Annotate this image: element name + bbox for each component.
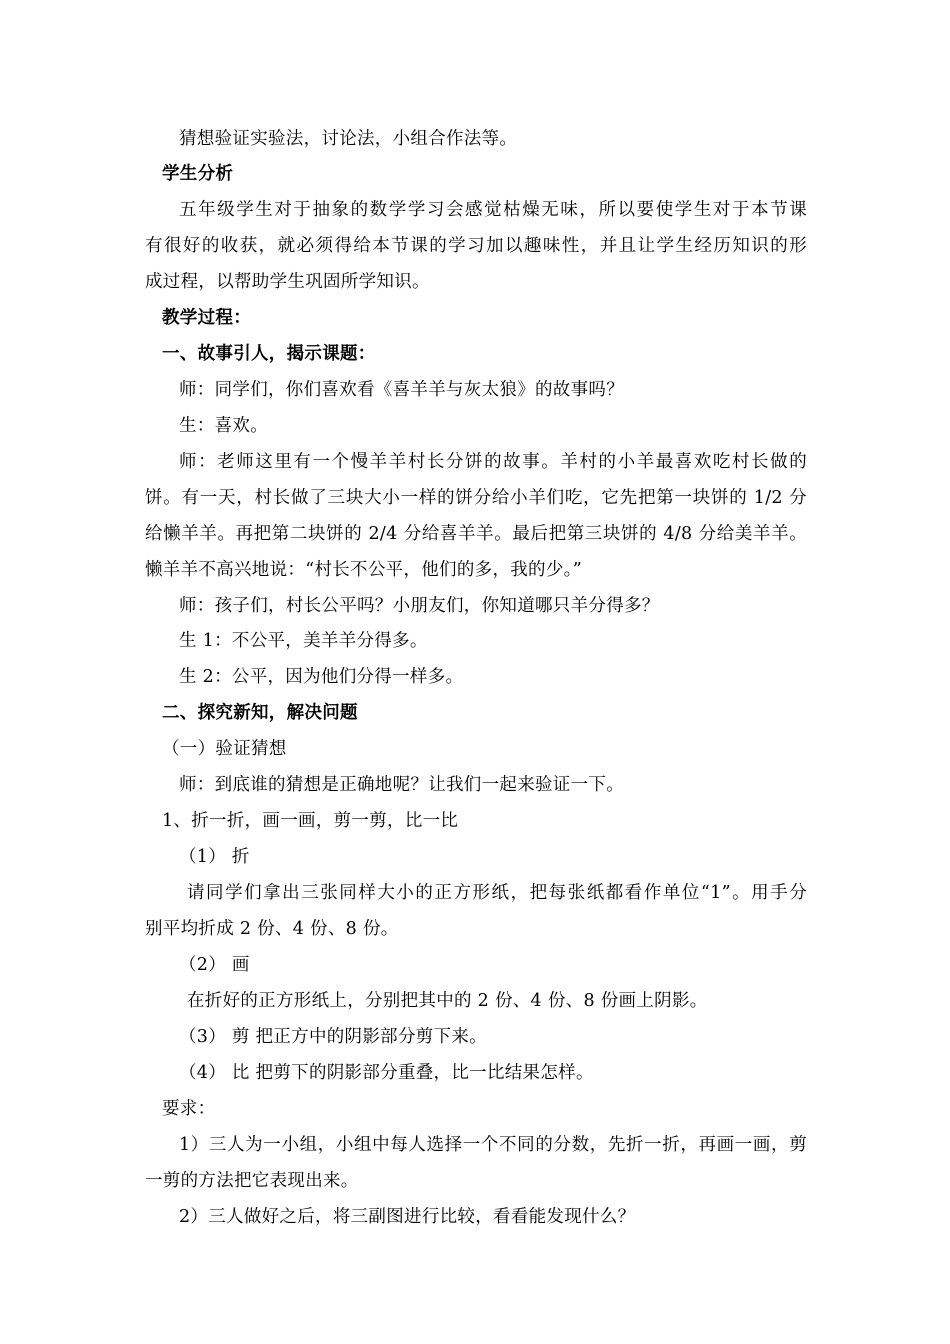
heading-section-1: 一、故事引人，揭示课题： [162, 344, 376, 364]
story-line-1: 师：老师这里有一个慢羊羊村长分饼的故事。羊村的小羊最喜欢吃村长做的 [179, 452, 807, 472]
dialogue-teacher-2: 师：孩子们，村长公平吗？小朋友们，你知道哪只羊分得多？ [179, 596, 660, 616]
story-line-3: 给懒羊羊。再把第二块饼的 2/4 分给喜羊羊。最后把第三块饼的 4/8 分给美羊羊。 [145, 524, 807, 544]
step-compare-line: （4） 比 把剪下的阴影部分重叠，比一比结果怎样。 [179, 1063, 594, 1083]
dialogue-teacher-1: 师：同学们，你们喜欢看《喜羊羊与灰太狼》的故事吗？ [179, 380, 624, 400]
step-cut-line: （3） 剪 把正方中的阴影部分剪下来。 [179, 1027, 487, 1047]
heading-teaching-process: 教学过程： [162, 308, 251, 328]
analysis-line-2: 有很好的收获，就必须得给本节课的学习加以趣味性，并且让学生经历知识的形 [145, 236, 807, 256]
heading-student-analysis: 学生分析 [162, 164, 234, 184]
requirement-1-line-2: 一剪的方法把它表现出来。 [145, 1171, 359, 1191]
subheading-verify: （一）验证猜想 [162, 739, 287, 759]
requirement-2-line: 2）三人做好之后，将三副图进行比较，看看能发现什么？ [179, 1207, 636, 1227]
story-line-4: 懒羊羊不高兴地说：“村长不公平，他们的多，我的少。” [145, 560, 582, 580]
step-draw-label: （2） 画 [179, 955, 250, 975]
methods-line: 猜想验证实验法，讨论法，小组合作法等。 [179, 129, 518, 149]
step-fold-label: （1） 折 [179, 847, 250, 867]
requirements-heading: 要求： [162, 1099, 216, 1119]
step-fold-line-1: 请同学们拿出三张同样大小的正方形纸，把每张纸都看作单位“1”。用手分 [187, 883, 807, 903]
analysis-line-3: 成过程，以帮助学生巩固所学知识。 [145, 272, 430, 292]
step-draw-line: 在折好的正方形纸上，分别把其中的 2 份、4 份、8 份画上阴影。 [187, 991, 708, 1011]
activity-heading: 1、折一折，画一画，剪一剪，比一比 [162, 811, 459, 831]
requirement-1-line-1: 1）三人为一小组，小组中每人选择一个不同的分数，先折一折，再画一画，剪 [179, 1135, 807, 1155]
story-line-2: 饼。有一天，村长做了三块大小一样的饼分给小羊们吃，它先把第一块饼的 1/2 分 [145, 488, 807, 508]
dialogue-teacher-3: 师：到底谁的猜想是正确地呢？让我们一起来验证一下。 [179, 775, 624, 795]
dialogue-student-3: 生 2：公平，因为他们分得一样多。 [179, 667, 464, 687]
step-fold-line-2: 别平均折成 2 份、4 份、8 份。 [145, 919, 399, 939]
dialogue-student-1: 生：喜欢。 [179, 416, 268, 436]
analysis-line-1: 五年级学生对于抽象的数学学习会感觉枯燥无味，所以要使学生对于本节课 [179, 200, 807, 220]
heading-section-2: 二、探究新知，解决问题 [162, 703, 358, 723]
dialogue-student-2: 生 1：不公平，美羊羊分得多。 [179, 631, 428, 651]
